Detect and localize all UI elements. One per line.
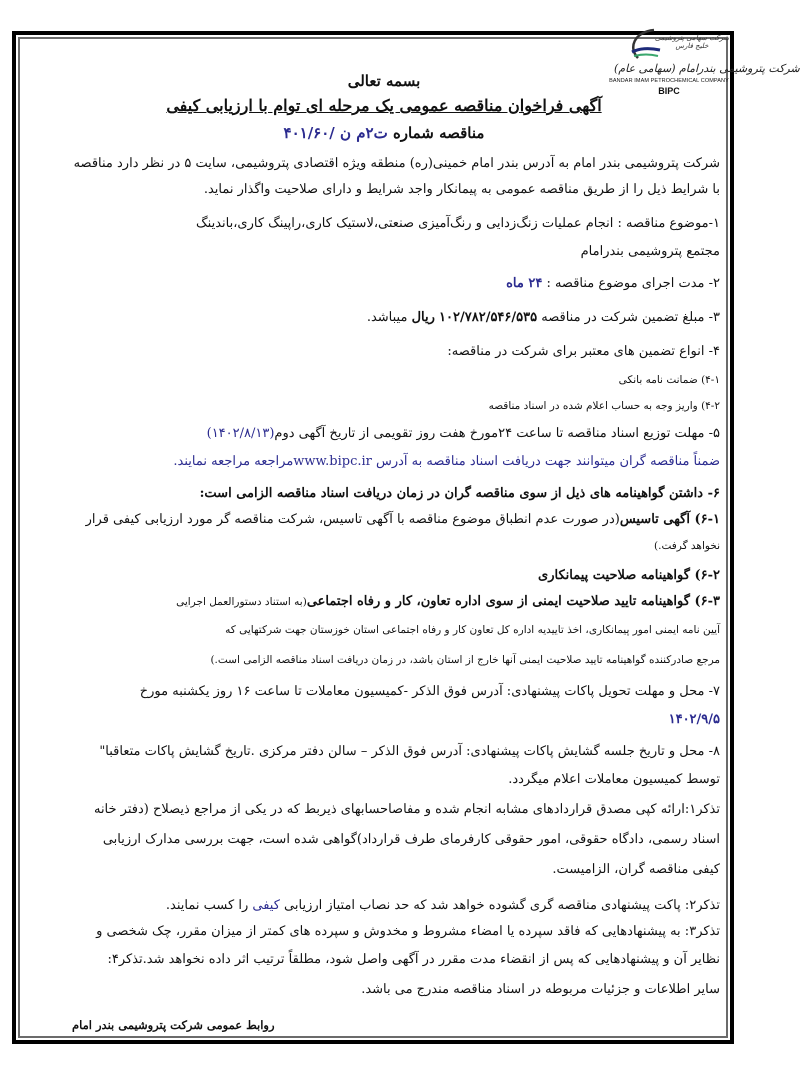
logo-company-name-fa: شرکت پتروشیمی بندرامام (سهامی عام): [614, 62, 800, 75]
note-3-line-1: تذکر۳: به پیشنهادهایی که فاقد سپرده یا امضاء مشروط و مخدوش و سپرده های کمتر از میزان مقرر، چک شخصی و: [96, 924, 720, 939]
logo-company-name-en: BANDAR IMAM PETROCHEMICAL COMPANY: [609, 78, 729, 84]
item-7-date: ۱۴۰۲/۹/۵: [668, 712, 720, 727]
item-3-label: ۳- مبلغ تضمین شرکت در مناقصه: [541, 310, 720, 325]
item-6-3-line-2: آیین نامه ایمنی امور پیمانکاری، اخذ تاییدیه اداره کل تعاون کار و رفاه اجتماعی استان خوزستان جهت شرکتهایی که: [225, 624, 720, 636]
item-4-guarantee-types: ۴- انواع تضمین های معتبر برای شرکت در مناقصه:: [447, 344, 720, 359]
item-6-2: ۶-۲) گواهینامه صلاحیت پیمانکاری: [538, 568, 720, 583]
website-link[interactable]: www.bipc.ir: [293, 454, 372, 469]
signature: روابط عمومی شرکت پتروشیمی بندر امام: [72, 1018, 275, 1032]
document-title: [0, 96, 768, 115]
invocation-heading: بسمه تعالی: [347, 72, 421, 90]
website-post: مراجعه مراجعه نمایند.: [173, 454, 294, 469]
item-3-amount: ۱۰۲/۷۸۲/۵۴۶/۵۳۵: [439, 310, 538, 325]
note-4: سایر اطلاعات و جزئیات مربوطه در اسناد مناقصه مندرج می باشد.: [361, 982, 720, 997]
website-line: [173, 454, 720, 470]
item-2-value: ۲۴ ماه: [506, 276, 543, 291]
logo-parent-company-text: شرکت سهامی پتروشیمی خلیج فارس: [654, 34, 730, 50]
item-4-2: ۴-۲) واریز وجه به حساب اعلام شده در اسناد مناقصه: [488, 400, 720, 412]
item-3-unit: ریال: [411, 310, 435, 325]
item-6-1: [86, 512, 720, 528]
item-4-1: ۴-۱) ضمانت نامه بانکی: [618, 374, 720, 386]
item-8-opening: ۸- محل و تاریخ جلسه گشایش پاکات پیشنهادی: آدرس فوق الذکر – سالن دفتر مرکزی .تاریخ گشایش پاکات متعاقبا": [99, 744, 720, 759]
note-2-highlight: کیفی: [252, 898, 280, 913]
note-2-post: را کسب نمایند.: [165, 898, 249, 913]
intro-line-2: با شرایط ذیل را از طریق مناقصه عمومی به پیمانکار واجد شرایط و دارای صلاحیت واگذار نماید.: [203, 182, 720, 197]
item-3-tail: میباشد.: [366, 310, 408, 325]
note-1-line-2: اسناد رسمی، دادگاه حقوقی، امور حقوقی کارفرمای طرف قرارداد)گواهی شده است، جهت بررسی مدارک ارزیابی: [102, 832, 720, 847]
item-1-subject-cont: مجتمع پتروشیمی بندرامام: [580, 244, 720, 259]
item-5-date: (۱۴۰۲/۸/۱۳): [206, 426, 275, 441]
item-6-heading: ۶- داشتن گواهینامه های ذیل از سوی مناقصه گران در زمان دریافت اسناد مناقصه الزامی است:: [199, 486, 720, 501]
item-6-3-text: (به استناد دستورالعمل اجرایی: [176, 596, 307, 608]
document-title-text: آگهی فراخوان مناقصه عمومی یک مرحله ای توام با ارزیابی کیفی: [166, 96, 602, 115]
website-pre: ضمناً مناقصه گران میتوانند جهت دریافت اسناد مناقصه به آدرس: [376, 454, 720, 469]
intro-line-1: شرکت پتروشیمی بندر امام به آدرس بندر امام خمینی(ره) منطقه ویژه اقتصادی پتروشیمی، سایت ۵ در نظر دارد مناقصه: [73, 156, 720, 171]
item-5-deadline: [207, 426, 720, 442]
note-2-pre: تذکر۲: پاکت پیشنهادی مناقصه گری گشوده خواهد شد که حد نصاب امتیاز ارزیابی: [284, 898, 720, 913]
item-7-delivery: ۷- محل و مهلت تحویل پاکات پیشنهادی: آدرس فوق الذکر -کمیسیون معاملات تا ساعت ۱۶ روز یکشنبه مورخ: [139, 684, 720, 699]
item-1-subject: ۱-موضوع مناقصه : انجام عملیات زنگ‌زدایی و رنگ‌آمیزی صنعتی،لاستیک کاری،راپینگ کاری،باندینگ: [196, 216, 720, 231]
note-1-line-1: تذکر۱:ارائه کپی مصدق قراردادهای مشابه انجام شده و مفاصاحسابهای ذیربط که در یکی از مراجع ذیصلاح (دفتر خانه: [93, 802, 720, 817]
item-5-text: ۵- مهلت توزیع اسناد مناقصه تا ساعت ۲۴مورخ هفت روز تقویمی از تاریخ آگهی دوم: [274, 426, 720, 441]
item-6-3-line-3: مرجع صادرکننده گواهینامه تایید صلاحیت ایمنی آنها خارج از استان باشد، در زمان دریافت اسناد مناقصه الزامی است.): [210, 654, 720, 666]
logo-abbreviation: BIPC: [658, 86, 680, 96]
tender-number-label: مناقصه شماره: [392, 124, 485, 142]
item-6-1-label: ۶-۱) آگهی تاسیس: [619, 512, 720, 527]
item-8-opening-cont: توسط کمیسیون معاملات اعلام میگردد.: [508, 772, 720, 787]
item-6-3: [176, 594, 720, 610]
item-3-guarantee: [367, 310, 720, 326]
item-6-3-label: ۶-۳) گواهینامه تایید صلاحیت ایمنی از سوی اداره تعاون، کار و رفاه اجتماعی: [306, 594, 720, 609]
item-2-duration: [506, 276, 720, 292]
item-2-label: ۲- مدت اجرای موضوع مناقصه :: [546, 276, 720, 291]
note-1-line-3: کیفی مناقصه گران، الزامیست.: [552, 862, 720, 877]
note-2: [166, 898, 720, 914]
tender-number: [0, 124, 768, 142]
item-6-1-text: (در صورت عدم انطباق موضوع مناقصه با آگهی تاسیس، شرکت مناقصه گر مورد ارزیابی کیفی قرار: [85, 512, 620, 527]
tender-number-code: ت۲م ن /۴۰۱/۶۰: [283, 124, 388, 142]
item-6-1-cont: نخواهد گرفت.): [654, 540, 720, 552]
note-3-line-2: نظایر آن و پیشنهادهایی که پس از انقضاء مدت مقرر در آگهی واصل شود، مطلقاً ترتیب اثر داده نخواهد شد.تذکر۴:: [107, 952, 720, 967]
